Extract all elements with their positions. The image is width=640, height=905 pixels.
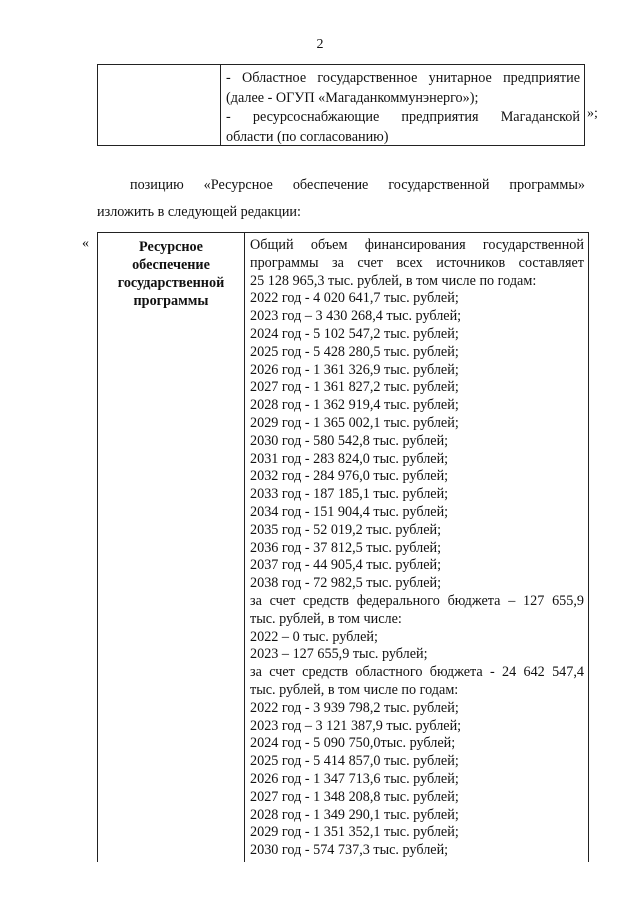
- instruction-paragraph-line: изложить в следующей редакции:: [97, 204, 301, 220]
- intro-line: 25 128 965,3 тыс. рублей, в том числе по годам:: [250, 272, 537, 289]
- regional-budget-line: 2025 год - 5 414 857,0 тыс. рублей;: [250, 753, 459, 770]
- table-line: области (по согласованию): [226, 128, 389, 145]
- total-year-line: 2035 год - 52 019,2 тыс. рублей;: [250, 521, 442, 538]
- page-number: 2: [316, 37, 324, 52]
- total-year-line: 2022 год - 4 020 641,7 тыс. рублей;: [250, 290, 459, 307]
- federal-budget-line: 2023 – 127 655,9 тыс. рублей;: [250, 646, 428, 663]
- total-year-line: 2026 год - 1 361 326,9 тыс. рублей;: [250, 361, 459, 378]
- continuation-table-label-cell: [98, 65, 221, 145]
- table-line: (далее - ОГУП «Магаданкоммунэнерго»);: [226, 89, 479, 106]
- table-line: - Областное государственное унитарное предприятие: [226, 70, 580, 86]
- regional-budget-line: тыс. рублей, в том числе по годам:: [250, 681, 459, 698]
- resource-table-label-cell: [98, 233, 245, 862]
- total-year-line: 2037 год - 44 905,4 тыс. рублей;: [250, 557, 442, 574]
- instruction-paragraph-line: позицию «Ресурсное обеспечение государственной программы»: [130, 177, 585, 193]
- total-year-line: 2033 год - 187 185,1 тыс. рублей;: [250, 486, 449, 503]
- resource-table: [97, 232, 589, 862]
- total-year-line: 2029 год - 1 365 002,1 тыс. рублей;: [250, 414, 459, 431]
- table-line: - ресурсоснабжающие предприятия Магаданской: [226, 109, 580, 125]
- intro-line: программы за счет всех источников составляет: [250, 254, 584, 271]
- regional-budget-line: 2028 год - 1 349 290,1 тыс. рублей;: [250, 806, 459, 823]
- federal-budget-line: тыс. рублей, в том числе:: [250, 610, 402, 627]
- label-line: программы: [133, 293, 209, 309]
- total-year-line: 2023 год – 3 430 268,4 тыс. рублей;: [250, 308, 462, 325]
- total-year-line: 2030 год - 580 542,8 тыс. рублей;: [250, 432, 449, 449]
- closing-quote-mark: »;: [587, 106, 598, 121]
- regional-budget-line: 2023 год – 3 121 387,9 тыс. рублей;: [250, 717, 462, 734]
- regional-budget-line: 2027 год - 1 348 208,8 тыс. рублей;: [250, 788, 459, 805]
- total-year-line: 2028 год - 1 362 919,4 тыс. рублей;: [250, 397, 459, 414]
- regional-budget-line: 2030 год - 574 737,3 тыс. рублей;: [250, 842, 449, 859]
- regional-budget-line: 2024 год - 5 090 750,0тыс. рублей;: [250, 735, 456, 752]
- opening-quote-mark: «: [82, 236, 89, 251]
- label-line: государственной: [117, 275, 225, 291]
- regional-budget-line: 2026 год - 1 347 713,6 тыс. рублей;: [250, 770, 459, 787]
- total-year-line: 2031 год - 283 824,0 тыс. рублей;: [250, 450, 449, 467]
- federal-budget-line: 2022 – 0 тыс. рублей;: [250, 628, 378, 645]
- resource-table-value-cell: [245, 233, 588, 862]
- regional-budget-line: 2029 год - 1 351 352,1 тыс. рублей;: [250, 824, 459, 841]
- total-year-line: 2036 год - 37 812,5 тыс. рублей;: [250, 539, 442, 556]
- total-year-line: 2032 год - 284 976,0 тыс. рублей;: [250, 468, 449, 485]
- continuation-table-value-cell: [221, 65, 584, 145]
- label-line: Ресурсное: [139, 239, 203, 255]
- label-line: обеспечение: [132, 257, 210, 273]
- total-year-line: 2027 год - 1 361 827,2 тыс. рублей;: [250, 379, 459, 396]
- total-year-line: 2038 год - 72 982,5 тыс. рублей;: [250, 575, 442, 592]
- total-year-line: 2024 год - 5 102 547,2 тыс. рублей;: [250, 325, 459, 342]
- total-year-line: 2034 год - 151 904,4 тыс. рублей;: [250, 503, 449, 520]
- total-year-line: 2025 год - 5 428 280,5 тыс. рублей;: [250, 343, 459, 360]
- continuation-table: [97, 64, 585, 146]
- federal-budget-line: за счет средств федерального бюджета – 127 655,9: [250, 592, 584, 609]
- regional-budget-line: за счет средств областного бюджета - 24 642 547,4: [250, 664, 584, 681]
- intro-line: Общий объем финансирования государственной: [250, 237, 584, 253]
- regional-budget-line: 2022 год - 3 939 798,2 тыс. рублей;: [250, 699, 459, 716]
